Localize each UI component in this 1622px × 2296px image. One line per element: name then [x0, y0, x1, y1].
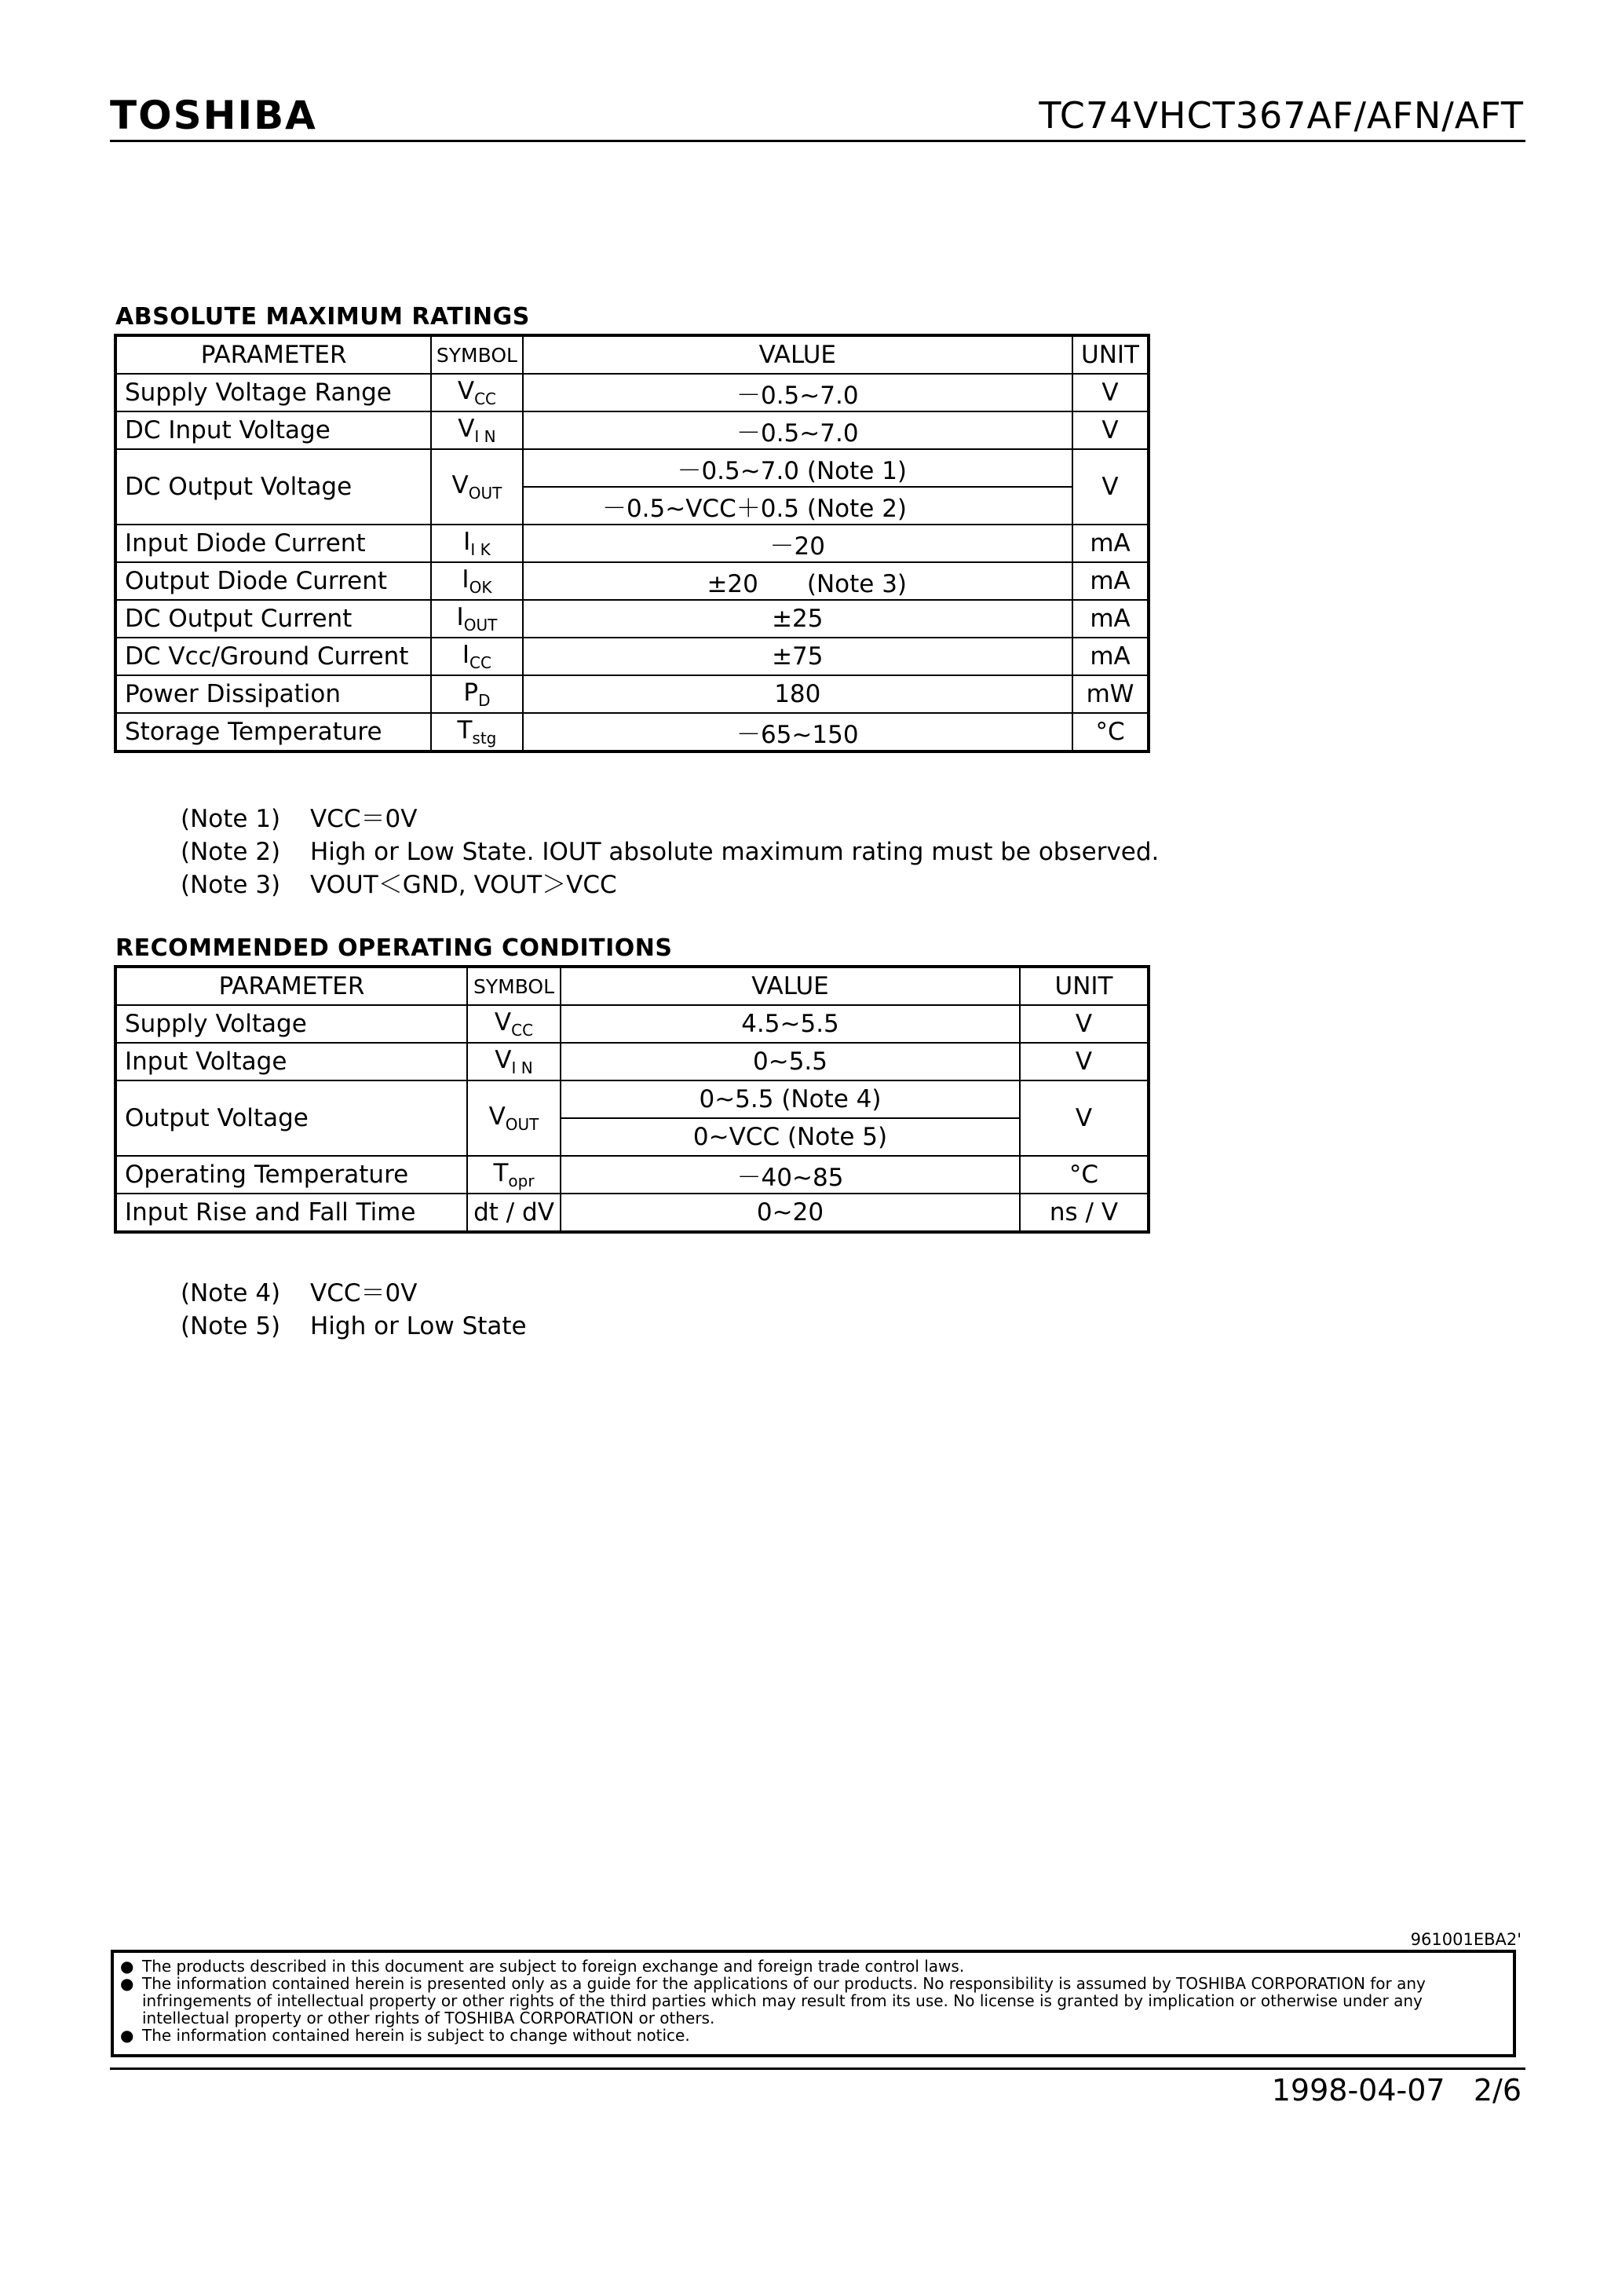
part-number: TC74VHCT367AF/AFN/AFT [1039, 94, 1524, 137]
table-row [115, 411, 1149, 449]
row-symbol: $V_{I N}$ [467, 1043, 561, 1080]
row-unit: mA [1072, 638, 1149, 675]
row-unit: V [1072, 411, 1149, 449]
table-header-row [115, 335, 1149, 374]
row-value: 0~20 [561, 1194, 1020, 1232]
row-param: Input Diode Current [115, 525, 431, 562]
row-unit: V [1020, 1043, 1149, 1080]
row-unit: mA [1072, 600, 1149, 638]
disclaimer-item: ● The products described in this document are subject to foreign exchange and foreign trade control laws. [120, 1957, 965, 1976]
row-value: －65~150 [523, 713, 1073, 751]
col-parameter: PARAMETER [115, 967, 467, 1005]
bullet-icon: ● [120, 1957, 134, 1976]
row-unit: mA [1072, 562, 1149, 600]
row-value: 180 [523, 675, 1073, 713]
row-param: Output Diode Current [115, 562, 431, 600]
row-symbol: $V_{CC}$ [467, 1005, 561, 1043]
row-value: 0~5.5 [561, 1043, 1020, 1080]
disclaimer-item: ● The information contained herein is subject to change without notice. [120, 2026, 690, 2045]
row-symbol: $T_{stg}$ [431, 713, 522, 751]
note-row: (Note 5) High or Low State [181, 1312, 527, 1340]
row-param: Input Rise and Fall Time [115, 1194, 467, 1232]
table-row [115, 1156, 1149, 1194]
col-value: VALUE [561, 967, 1020, 1005]
row-param: DC Input Voltage [115, 411, 431, 449]
row-unit: °C [1020, 1156, 1149, 1194]
row-unit: V [1020, 1080, 1149, 1156]
doc-date: 1998-04-07 [1271, 2073, 1445, 2108]
row-param: Input Voltage [115, 1043, 467, 1080]
table-row [115, 600, 1149, 638]
row-value: 4.5~5.5 [561, 1005, 1020, 1043]
row-param: DC Output Voltage [115, 449, 431, 525]
disclaimer-item: ● The information contained herein is presented only as a guide for the applications of our products. No responsibility is assumed by TOSHIBA CORPORATION for any infringements of intellectual property or other rights of the third parties which may result from its use. No license is granted by implication or otherwise under any intellectual property or other rights of TOSHIBA CORPORATION or others. [120, 1974, 1426, 2027]
disclaimer-box [111, 1950, 1516, 2057]
abs-max-title: ABSOLUTE MAXIMUM RATINGS [115, 303, 530, 331]
table-row [115, 449, 1149, 487]
row-symbol: $V_{OUT}$ [431, 449, 522, 525]
row-symbol: $I_{OK}$ [431, 562, 522, 600]
row-symbol: $I_{CC}$ [431, 638, 522, 675]
abs-max-table [114, 334, 1150, 753]
col-value: VALUE [523, 335, 1073, 374]
row-symbol: $V_{CC}$ [431, 374, 522, 411]
row-value: －20 [523, 525, 1073, 562]
row-symbol: $P_D$ [431, 675, 522, 713]
row-param: Supply Voltage Range [115, 374, 431, 411]
table-row [115, 713, 1149, 751]
date-page [1272, 2073, 1522, 2108]
brand-logo: TOSHIBA [110, 93, 317, 138]
col-unit: UNIT [1020, 967, 1149, 1005]
row-symbol: $I_{OUT}$ [431, 600, 522, 638]
row-param: Power Dissipation [115, 675, 431, 713]
row-value: ±25 [523, 600, 1073, 638]
row-symbol: $V_{OUT}$ [467, 1080, 561, 1156]
table-row [115, 374, 1149, 411]
row-value: ±75 [523, 638, 1073, 675]
note-row: (Note 4) VCC＝0V [181, 1279, 418, 1307]
row-unit: mW [1072, 675, 1149, 713]
row-value: 0~VCC (Note 5) [561, 1118, 1020, 1156]
row-symbol: $I_{I K}$ [431, 525, 522, 562]
table-row [115, 525, 1149, 562]
page-number: 2/6 [1473, 2073, 1522, 2108]
row-unit: ns / V [1020, 1194, 1149, 1232]
row-value: －0.5~7.0 [523, 374, 1073, 411]
header-rule [110, 140, 1525, 142]
recommended-notes [181, 1277, 527, 1343]
table-row [115, 1005, 1149, 1043]
bullet-icon: ● [120, 1974, 134, 1993]
recommended-title: RECOMMENDED OPERATING CONDITIONS [115, 934, 673, 962]
table-row [115, 562, 1149, 600]
doc-code: 961001EBA2' [1410, 1930, 1522, 1949]
row-symbol: dt / dV [467, 1194, 561, 1232]
table-row [115, 1080, 1149, 1118]
col-symbol: SYMBOL [467, 967, 561, 1005]
row-param: Supply Voltage [115, 1005, 467, 1043]
row-param: Output Voltage [115, 1080, 467, 1156]
row-unit: °C [1072, 713, 1149, 751]
row-symbol: $V_{I N}$ [431, 411, 522, 449]
row-param: DC Output Current [115, 600, 431, 638]
abs-max-notes [181, 803, 1159, 901]
row-value: ±20 (Note 3) [523, 562, 1073, 600]
note-row: (Note 3) VOUT＜GND, VOUT＞VCC [181, 871, 617, 899]
col-parameter: PARAMETER [115, 335, 431, 374]
table-row [115, 1194, 1149, 1232]
table-row [115, 1043, 1149, 1080]
table-row [115, 675, 1149, 713]
footer-rule [110, 2067, 1525, 2070]
row-value: －0.5~7.0 (Note 1) [523, 449, 1073, 487]
table-header-row [115, 967, 1149, 1005]
row-param: Storage Temperature [115, 713, 431, 751]
row-unit: mA [1072, 525, 1149, 562]
row-unit: V [1020, 1005, 1149, 1043]
col-symbol: SYMBOL [431, 335, 522, 374]
row-param: DC Vcc/Ground Current [115, 638, 431, 675]
row-unit: V [1072, 374, 1149, 411]
col-unit: UNIT [1072, 335, 1149, 374]
row-param: Operating Temperature [115, 1156, 467, 1194]
note-row: (Note 1) VCC＝0V [181, 805, 418, 833]
row-value: 0~5.5 (Note 4) [561, 1080, 1020, 1118]
row-value: －40~85 [561, 1156, 1020, 1194]
recommended-table [114, 965, 1150, 1234]
row-symbol: $T_{opr}$ [467, 1156, 561, 1194]
row-value: －0.5~VCC＋0.5 (Note 2) [523, 487, 1073, 525]
bullet-icon: ● [120, 2026, 134, 2045]
row-value: －0.5~7.0 [523, 411, 1073, 449]
table-row [115, 638, 1149, 675]
row-unit: V [1072, 449, 1149, 525]
note-row: (Note 2) High or Low State. IOUT absolute maximum rating must be observed. [181, 838, 1160, 866]
